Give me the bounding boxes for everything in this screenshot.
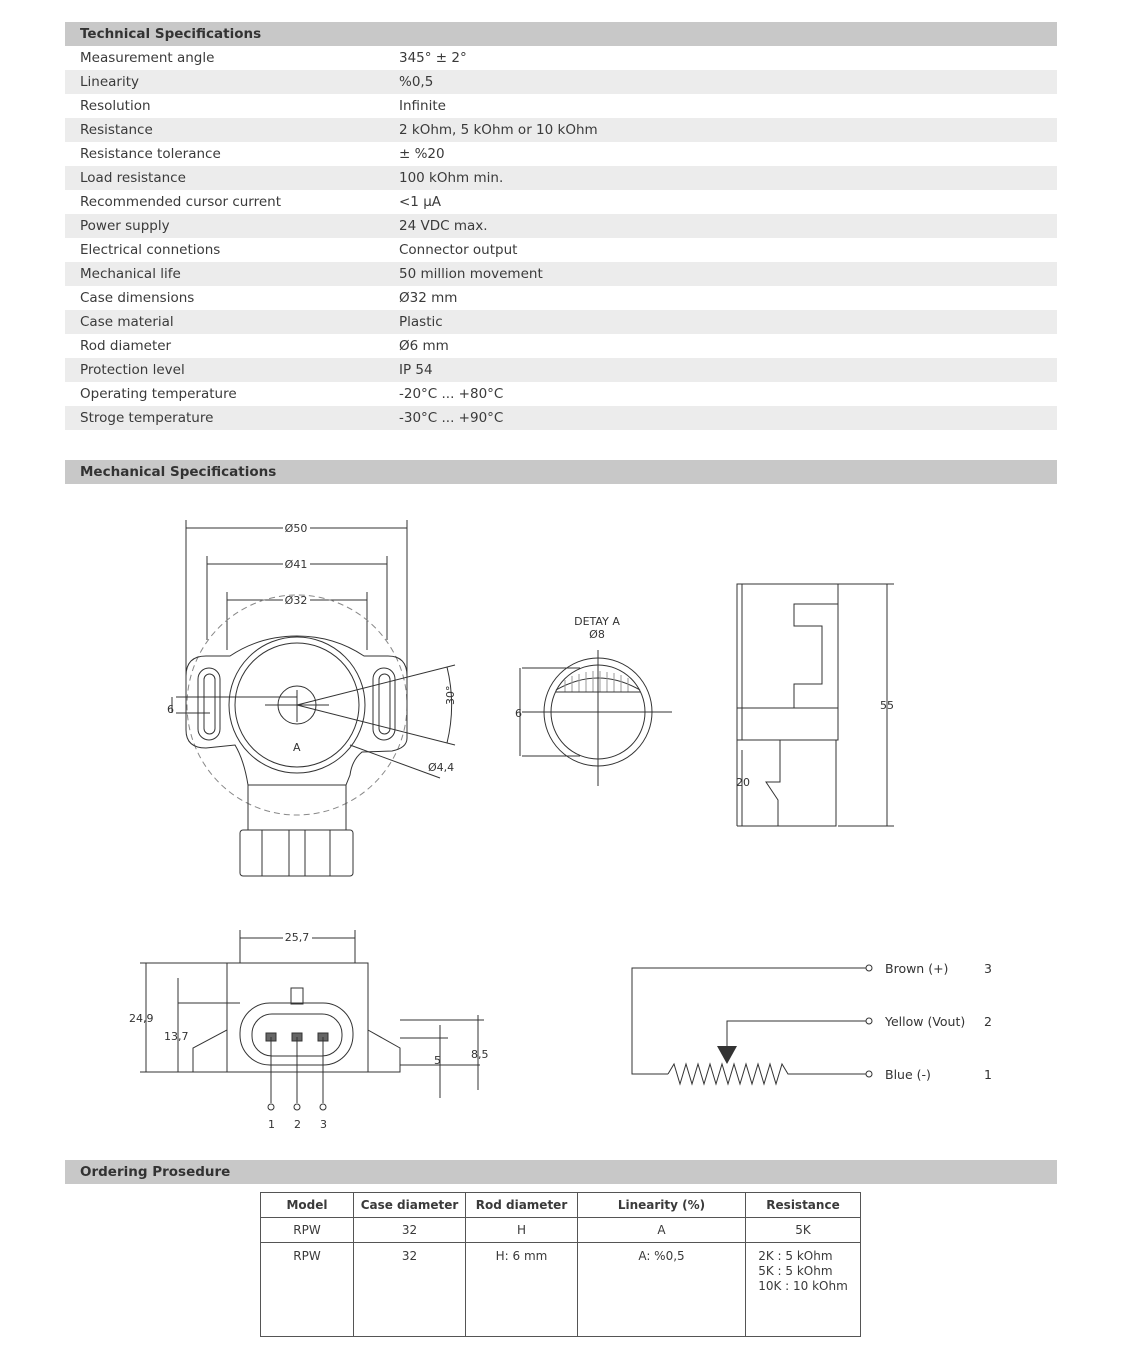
col-rod-diameter: Rod diameter [466,1193,578,1218]
wiper-arrow-icon [717,1046,737,1064]
spec-value: 345° ± 2° [399,50,467,66]
table-row [261,1243,861,1337]
wire-yellow-pin: 2 [984,1014,992,1029]
spec-value: 100 kOhm min. [399,166,1057,190]
cell-linearity: A [578,1218,746,1243]
spec-label: Resistance [65,118,399,142]
col-resistance: Resistance [746,1193,861,1218]
spec-value: -20°C ... +80°C [399,386,504,402]
spec-value: Ø6 mm [399,338,449,354]
spec-label: Resolution [80,98,151,114]
label-a: A [293,741,301,754]
cell-rod: H: 6 mm [466,1243,578,1337]
spec-row [65,166,1057,190]
spec-value: Connector output [399,242,518,258]
col-model: Model [261,1193,354,1218]
ordering-procedure-title: Ordering Prosedure [80,1164,231,1180]
dim-d32: Ø32 [284,594,308,607]
dim-5: 5 [434,1054,441,1067]
dim-hole: Ø4,4 [428,761,455,774]
dim-20: 20 [736,776,750,789]
spec-row [65,142,1057,166]
dim-13-7: 13,7 [164,1030,189,1043]
mechanical-specifications-title: Mechanical Specifications [80,464,277,480]
spec-label: Power supply [65,214,399,238]
cell-resistance: 5K [746,1218,861,1243]
pin-label-2: 2 [294,1118,301,1131]
spec-label: Recommended cursor current [80,194,282,210]
spec-value: ± %20 [399,146,445,162]
spec-label: Electrical connetions [80,242,221,258]
spec-row [65,334,1057,358]
spec-label: Case material [65,310,399,334]
spec-row [65,310,1057,334]
spec-label: Protection level [65,358,399,382]
cell-model: RPW [261,1218,354,1243]
spec-row [65,382,1057,406]
ordering-procedure-header [65,1160,1057,1184]
cell-model: RPW [261,1243,354,1337]
spec-row [65,238,1057,262]
cell-rod: H [466,1218,578,1243]
spec-label: Measurement angle [80,50,215,66]
spec-value: 24 VDC max. [399,214,1057,238]
spec-label: Case dimensions [80,290,195,306]
detail-title: DETAY A [574,615,620,628]
spec-label: Mechanical life [65,262,399,286]
col-linearity: Linearity (%) [578,1193,746,1218]
spec-label: Resistance tolerance [80,146,221,162]
dim-front-6: 6 [167,703,174,716]
dim-d50: Ø50 [284,522,308,535]
dim-55: 55 [880,699,894,712]
spec-row [65,262,1057,286]
cell-case: 32 [354,1243,466,1337]
spec-value: 50 million movement [399,262,1057,286]
spec-value: Ø32 mm [399,290,458,306]
wire-blue-pin: 1 [984,1067,992,1082]
cell-case: 32 [354,1218,466,1243]
resistance-option: 5K : 5 kOhm [758,1264,833,1278]
resistance-option: 2K : 5 kOhm [758,1249,833,1263]
cell-resistance-options [746,1243,861,1337]
spec-label: Rod diameter [80,338,172,354]
mechanical-specifications-header [65,460,1057,484]
dim-d41: Ø41 [284,558,308,571]
wire-yellow-label: Yellow (Vout) [885,1014,966,1029]
ordering-table [260,1192,861,1337]
dim-8-5: 8,5 [471,1048,489,1061]
spec-row [65,358,1057,382]
spec-label: Load resistance [65,166,399,190]
wire-brown-label: Brown (+) [885,961,949,976]
spec-label: Operating temperature [80,386,237,402]
spec-value: <1 µA [399,194,442,210]
detail-d8: Ø8 [589,628,605,641]
cell-linearity: A: %0,5 [578,1243,746,1337]
spec-row [65,70,1057,94]
spec-row [65,94,1057,118]
spec-label: Stroge temperature [65,406,399,430]
wire-brown-pin: 3 [984,961,992,976]
spec-value: -30°C ... +90°C [399,406,1057,430]
spec-row [65,118,1057,142]
spec-row [65,214,1057,238]
wire-blue-label: Blue (-) [885,1067,931,1082]
spec-row [65,286,1057,310]
spec-value: Plastic [399,310,1057,334]
dim-angle-30: 30° [444,685,457,705]
technical-specifications-title: Technical Specifications [80,26,262,42]
technical-specifications-header [65,22,1057,46]
spec-row [65,406,1057,430]
technical-specifications-table [65,46,1057,430]
dim-detail-6: 6 [515,707,522,720]
spec-row [65,190,1057,214]
col-case-diameter: Case diameter [354,1193,466,1218]
dim-24-9: 24,9 [129,1012,154,1025]
table-row [261,1218,861,1243]
spec-value: 2 kOhm, 5 kOhm or 10 kOhm [399,118,1057,142]
pin-label-1: 1 [268,1118,275,1131]
spec-row [65,46,1057,70]
spec-value: %0,5 [399,70,1057,94]
dim-25-7: 25,7 [284,931,310,944]
spec-value: Infinite [399,98,446,114]
pin-label-3: 3 [320,1118,327,1131]
spec-label: Linearity [65,70,399,94]
resistance-option: 10K : 10 kOhm [758,1279,848,1293]
spec-value: IP 54 [399,358,1057,382]
